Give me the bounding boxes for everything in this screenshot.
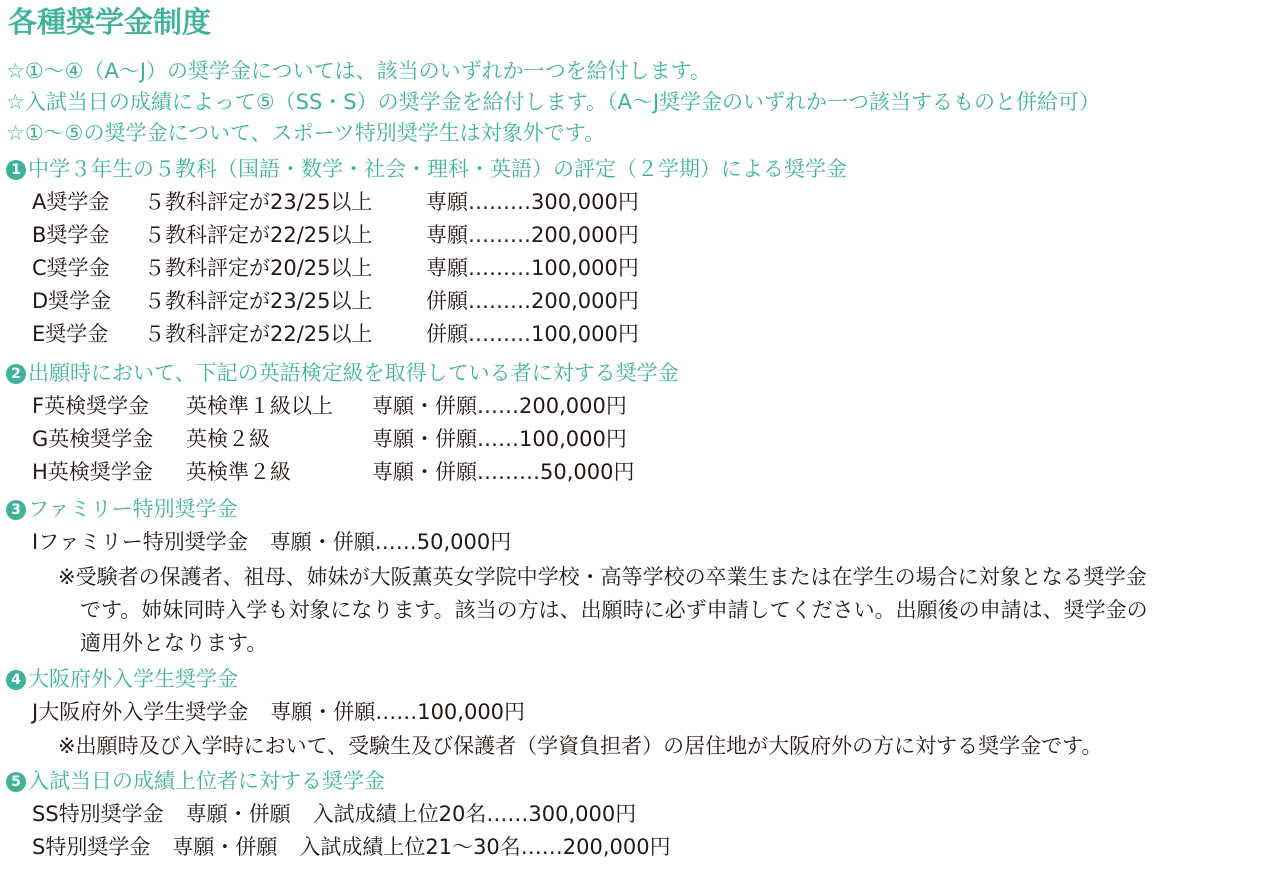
section-number-badge: 4 xyxy=(6,670,26,690)
note-line: ☆入試当日の成績によって⑤（SS・S）の奨学金を給付します。（A～J奨学金のいずれか一つ該当するものと併給可） xyxy=(6,90,1101,114)
scholarship-name: S特別奨学金 xyxy=(32,835,151,859)
scholarship-amount: 専願・併願……100,000円 xyxy=(270,700,526,724)
remark-line: です。姉妹同時入学も対象になります。該当の方は、出願時に必ず申請してください。出願後の申請は、奨学金の xyxy=(80,598,1148,622)
section-heading-text: 出願時において、下記の英語検定級を取得している者に対する奨学金 xyxy=(28,361,679,385)
scholarship-amount: 併願………200,000円 xyxy=(426,289,639,313)
scholarship-condition: 英検２級 xyxy=(186,427,270,451)
scholarship-name: D奨学金 xyxy=(32,289,112,313)
scholarship-condition: 英検準２級 xyxy=(186,460,291,484)
section-heading-4 xyxy=(6,664,238,694)
section-number-badge: 5 xyxy=(6,772,26,792)
scholarship-row xyxy=(32,832,671,862)
note-line: ☆①～⑤の奨学金について、スポーツ特別奨学生は対象外です。 xyxy=(6,121,606,145)
scholarship-row xyxy=(32,391,627,421)
scholarship-condition: 英検準１級以上 xyxy=(186,394,333,418)
remark-line: ※出願時及び入学時において、受験生及び保護者（学資負担者）の居住地が大阪府外の方に対する奨学金です。 xyxy=(58,734,1103,758)
scholarship-amount: 併願………100,000円 xyxy=(426,322,639,346)
scholarship-row xyxy=(32,286,639,316)
scholarship-row xyxy=(32,527,511,557)
section-heading-5 xyxy=(6,766,385,796)
section-heading-text: ファミリー特別奨学金 xyxy=(28,497,238,521)
scholarship-type: 専願・併願 xyxy=(172,835,278,859)
scholarship-condition: ５教科評定が22/25以上 xyxy=(144,223,373,247)
scholarship-condition: ５教科評定が22/25以上 xyxy=(144,322,373,346)
note-line: ☆①～④（A～J）の奨学金については、該当のいずれか一つを給付します。 xyxy=(6,59,711,83)
remark-line: 適用外となります。 xyxy=(80,631,268,655)
scholarship-name: C奨学金 xyxy=(32,256,110,280)
section-heading-text: 入試当日の成績上位者に対する奨学金 xyxy=(28,769,385,793)
section-heading-2 xyxy=(6,358,679,388)
page-title: 各種奨学金制度 xyxy=(8,5,212,39)
scholarship-condition: ５教科評定が23/25以上 xyxy=(144,289,373,313)
section-heading-text: 中学３年生の５教科（国語・数学・社会・理科・英語）の評定（２学期）による奨学金 xyxy=(28,157,847,181)
scholarship-amount: 専願・併願……100,000円 xyxy=(372,427,627,451)
scholarship-row xyxy=(32,319,639,349)
section-number-badge: 1 xyxy=(6,160,26,180)
section-heading-text: 大阪府外入学生奨学金 xyxy=(28,667,238,691)
scholarship-type: 専願・併願 xyxy=(185,802,291,826)
scholarship-name: SS特別奨学金 xyxy=(32,802,164,826)
scholarship-name: B奨学金 xyxy=(32,223,110,247)
scholarship-row xyxy=(32,799,636,829)
scholarship-amount: 専願………100,000円 xyxy=(426,256,639,280)
scholarship-amount: 入試成績上位21～30名……200,000円 xyxy=(299,835,671,859)
scholarship-row xyxy=(32,220,639,250)
scholarship-name: F英検奨学金 xyxy=(32,394,150,418)
remark-line: ※受験者の保護者、祖母、姉妹が大阪薫英女学院中学校・高等学校の卒業生または在学生の場合に対象となる奨学金 xyxy=(58,565,1147,589)
scholarship-name: E奨学金 xyxy=(32,322,109,346)
scholarship-row xyxy=(32,697,525,727)
section-heading-1 xyxy=(6,154,847,184)
scholarship-amount: 専願・併願………50,000円 xyxy=(372,460,635,484)
scholarship-row xyxy=(32,187,639,217)
scholarship-amount: 専願………300,000円 xyxy=(426,190,639,214)
scholarship-condition: ５教科評定が23/25以上 xyxy=(144,190,373,214)
scholarship-amount: 専願・併願……200,000円 xyxy=(372,394,627,418)
scholarship-name: H英検奨学金 xyxy=(32,460,153,484)
section-number-badge: 3 xyxy=(6,500,26,520)
scholarship-row xyxy=(32,253,639,283)
scholarship-row xyxy=(32,457,634,487)
scholarship-amount: 専願・併願……50,000円 xyxy=(269,530,512,554)
scholarship-name: J大阪府外入学生奨学金 xyxy=(32,700,249,724)
scholarship-name: G英検奨学金 xyxy=(32,427,154,451)
scholarship-amount: 専願………200,000円 xyxy=(426,223,639,247)
scholarship-amount: 入試成績上位20名……300,000円 xyxy=(312,802,637,826)
section-number-badge: 2 xyxy=(6,364,26,384)
scholarship-name: A奨学金 xyxy=(32,190,110,214)
scholarship-condition: ５教科評定が20/25以上 xyxy=(144,256,373,280)
section-heading-3 xyxy=(6,494,238,524)
scholarship-row xyxy=(32,424,627,454)
scholarship-name: Iファミリー特別奨学金 xyxy=(32,530,248,554)
